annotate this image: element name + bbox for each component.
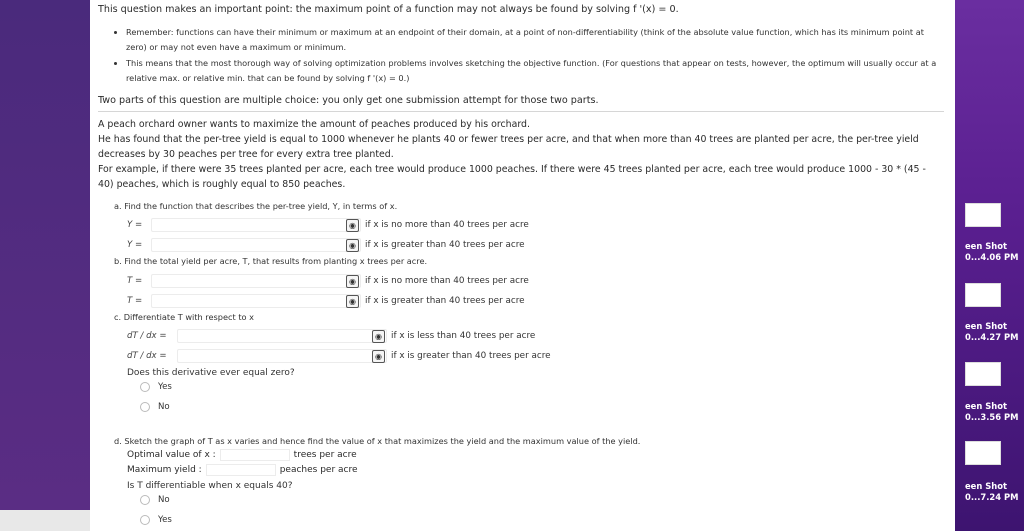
tip-item: • Remember: functions can have their minimum or maximum at an endpoint of their domain, at a point of non-differentiability (think of the absolute value function, which has its minimum point at zero) or may not even have a maximum or minimum. <box>126 25 941 54</box>
max-yield-row <box>127 463 358 477</box>
condition-text: if x is greater than 40 trees per acre <box>365 240 525 250</box>
condition-text: if x is greater than 40 trees per acre <box>365 296 525 306</box>
option-yes[interactable] <box>140 380 172 394</box>
dock-strip <box>0 510 90 531</box>
option-label: No <box>158 402 170 412</box>
part-b-row-2 <box>127 294 525 308</box>
max-yield-label: Maximum yield : <box>127 465 202 475</box>
var-label: dT / dx = <box>127 331 167 341</box>
screenshot-file-label[interactable] <box>965 241 1024 262</box>
max-yield-input[interactable] <box>206 464 276 476</box>
var-label: T = <box>127 276 143 286</box>
part-c-row-1 <box>127 329 535 343</box>
optimal-row <box>127 448 357 462</box>
max-yield-unit: peaches per acre <box>279 465 358 475</box>
screenshot-thumbnail[interactable] <box>965 441 1001 465</box>
radio-button[interactable] <box>140 382 150 392</box>
file-name: een Shot <box>965 321 1007 331</box>
file-time: 0...7.24 PM <box>965 491 1019 502</box>
part-c-row-2 <box>127 349 551 363</box>
part-c-label: c. Differentiate T with respect to x <box>114 312 255 322</box>
optimal-x-input[interactable] <box>220 449 290 461</box>
file-name: een Shot <box>965 401 1007 411</box>
file-time: 0...4.06 PM <box>965 251 1019 262</box>
tips-list <box>98 25 941 87</box>
part-b-label: b. Find the total yield per acre, T, that results from planting x trees per acre. <box>114 256 428 266</box>
eye-icon[interactable]: ◉ <box>346 239 359 252</box>
eye-icon[interactable]: ◉ <box>372 350 385 363</box>
option-label: Yes <box>158 515 172 525</box>
condition-text: if x is no more than 40 trees per acre <box>365 220 529 230</box>
problem-line: For example, if there were 35 trees planted per acre, each tree would produce 1000 peaches. If there were 45 trees planted per acre, each tree would produce 1000 - 30 * (45 - 40) peaches, which is roughly equal to 850 peaches. <box>98 164 926 190</box>
eye-icon[interactable]: ◉ <box>346 275 359 288</box>
problem-statement <box>98 117 944 192</box>
screenshot-thumbnail[interactable] <box>965 283 1001 307</box>
problem-line: He has found that the per-tree yield is equal to 1000 whenever he plants 40 or fewer trees per acre, and that when more than 40 trees are planted per acre, the per-tree yield decreases by 30 peaches per tree for every extra tree planted. <box>98 134 919 160</box>
optimal-unit: trees per acre <box>293 450 357 460</box>
t-input-1[interactable] <box>151 274 361 288</box>
intro-text: This question makes an important point: the maximum point of a function may not always be found by solving f '(x) = 0. <box>98 4 679 15</box>
radio-button[interactable] <box>140 515 150 525</box>
file-time: 0...3.56 PM <box>965 411 1019 422</box>
option-no[interactable] <box>140 400 170 414</box>
y-input-1[interactable] <box>151 218 361 232</box>
desktop-background-left <box>0 0 90 531</box>
derivative-input-2[interactable] <box>177 349 387 363</box>
problem-line: A peach orchard owner wants to maximize the amount of peaches produced by his orchard. <box>98 119 530 130</box>
y-input-2[interactable] <box>151 238 361 252</box>
var-label: Y = <box>127 240 143 250</box>
screenshot-file-label[interactable] <box>965 401 1024 422</box>
eye-icon[interactable]: ◉ <box>346 219 359 232</box>
part-b-row-1 <box>127 274 529 288</box>
option-yes[interactable] <box>140 513 172 527</box>
eye-icon[interactable]: ◉ <box>346 295 359 308</box>
optimal-label: Optimal value of x : <box>127 450 216 460</box>
file-name: een Shot <box>965 241 1007 251</box>
eye-icon[interactable]: ◉ <box>372 330 385 343</box>
derivative-input-1[interactable] <box>177 329 387 343</box>
option-label: Yes <box>158 382 172 392</box>
mc-note: Two parts of this question are multiple choice: you only get one submission attempt for those two parts. <box>98 95 599 106</box>
option-no[interactable] <box>140 493 170 507</box>
screenshot-file-label[interactable] <box>965 481 1024 502</box>
part-d-label: d. Sketch the graph of T as x varies and hence find the value of x that maximizes the yield and the maximum value of the yield. <box>114 436 641 446</box>
part-a-row-2 <box>127 238 525 252</box>
condition-text: if x is no more than 40 trees per acre <box>365 276 529 286</box>
tip-item: • This means that the most thorough way of solving optimization problems involves sketching the objective function. (For questions that appear on tests, however, the optimum will usually occur at a relative max. or relative min. that can be found by solving f '(x) = 0.) <box>126 56 941 85</box>
option-label: No <box>158 495 170 505</box>
differentiable-question: Is T differentiable when x equals 40? <box>127 481 293 491</box>
screenshot-thumbnail[interactable] <box>965 362 1001 386</box>
part-a-label: a. Find the function that describes the per-tree yield, Y, in terms of x. <box>114 201 398 211</box>
t-input-2[interactable] <box>151 294 361 308</box>
derivative-zero-question: Does this derivative ever equal zero? <box>127 368 295 378</box>
condition-text: if x is greater than 40 trees per acre <box>391 351 551 361</box>
file-name: een Shot <box>965 481 1007 491</box>
divider <box>98 111 944 112</box>
part-a-row-1 <box>127 218 529 232</box>
screenshot-thumbnail[interactable] <box>965 203 1001 227</box>
condition-text: if x is less than 40 trees per acre <box>391 331 536 341</box>
var-label: Y = <box>127 220 143 230</box>
var-label: T = <box>127 296 143 306</box>
radio-button[interactable] <box>140 495 150 505</box>
question-page <box>90 0 955 531</box>
radio-button[interactable] <box>140 402 150 412</box>
screenshot-file-label[interactable] <box>965 321 1024 342</box>
var-label: dT / dx = <box>127 351 167 361</box>
file-time: 0...4.27 PM <box>965 331 1019 342</box>
